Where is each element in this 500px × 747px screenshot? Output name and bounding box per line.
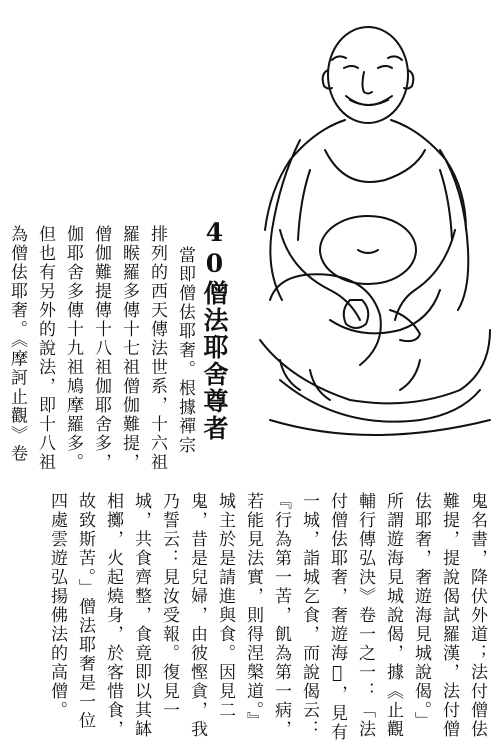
- lower-text-col-10: 城主於是請進與食。因見二: [215, 492, 235, 720]
- lower-text-col-13: 城，共食齊整，食竟即以其缽: [131, 492, 151, 739]
- upper-text-col-5: 伽耶舍多傳十九祖鳩摩羅多。: [63, 225, 83, 472]
- lower-text-col-9: 若能見法實，則得涅槃道。』: [243, 492, 263, 731]
- lower-text-col-3: 佉耶奢，奢遊海見城說偈。」: [411, 492, 431, 731]
- lower-text-col-14: 相擲，火起燒身，於客惜食，: [103, 492, 123, 739]
- lower-text-col-15: 故致斯苦。」僧法耶奢是一位: [75, 492, 95, 731]
- upper-text-col-4: 僧伽難提傳十八祖伽耶舍多，: [91, 225, 111, 472]
- arhat-illustration: [240, 0, 500, 450]
- upper-text-col-3: 羅睺羅多傳十七祖僧伽難提，: [119, 225, 139, 472]
- upper-text-col-7: 為僧佉耶奢。《摩訶止觀》卷: [7, 225, 27, 464]
- lower-text-col-5: 輔行傳弘決》卷一之一：「法: [355, 492, 375, 739]
- upper-text-col-1: 當即僧佉耶奢。根據禪宗: [175, 246, 195, 455]
- page-title: 40僧法耶舍尊者: [200, 218, 229, 442]
- lower-text-col-2: 難提，提說偈試羅漢，法付僧: [439, 492, 459, 739]
- lower-text-col-11: 鬼，昔是兒婦，由彼慳貪，我: [187, 492, 207, 739]
- upper-text-col-2: 排列的西天傳法世系，十六祖: [147, 225, 167, 472]
- upper-text-col-6: 但也有另外的說法，即十八祖: [35, 225, 55, 472]
- lower-text-col-7: 一城，詣城乞食，而說偈云：: [299, 492, 319, 739]
- lower-text-col-16: 四處雲遊弘揚佛法的高僧。: [47, 492, 67, 720]
- lower-text-col-12: 乃誓云：見汝受報。復見一: [159, 492, 179, 720]
- lower-text-col-8: 『行為第一苦，飢為第一病，: [271, 492, 291, 739]
- lower-text-col-4: 所謂遊海見城說偈，據《止觀: [383, 492, 403, 739]
- lower-text-col-1: 鬼名書，降伏外道；法付僧佉: [467, 492, 487, 739]
- lower-text-col-6: 付僧佉耶奢，奢遊海𩃽，見有: [327, 492, 347, 742]
